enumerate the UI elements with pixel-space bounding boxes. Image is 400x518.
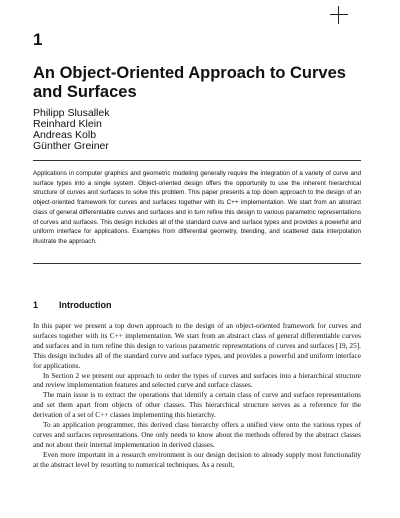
author-name: Günther Greiner [33, 140, 109, 152]
author-name: Andreas Kolb [33, 129, 97, 141]
section-heading [33, 300, 112, 310]
section-number: 1 [33, 300, 39, 310]
section-title: Introduction [59, 300, 112, 310]
paragraph: The main issue is to extract the operations that identify a certain class of curve and surface representations and set them apart from objects of other classes. This hierarchical structure serves as a reference for the derivation of a set of C++ classes implementing this hierarchy. [33, 390, 361, 420]
body-text [33, 321, 361, 470]
author-list [33, 108, 109, 152]
chapter-number: 1 [33, 30, 43, 49]
author-name: Reinhard Klein [33, 118, 102, 130]
author-name: Philipp Slusallek [33, 107, 110, 119]
chapter-title: An Object-Oriented Approach to Curves and Surfaces [33, 64, 346, 101]
paragraph: In this paper we present a top down approach to the design of an object-oriented framework for curves and surfaces together with its C++ implementation. We start from an abstract class of general differentiable curves and surfaces and in turn refine this design to various parametric representations of curves and surfaces [19, 25]. This design includes all of the standard curve and surface types, and provides a powerful and uniform interface for applications. [33, 321, 361, 370]
abstract-text: Applications in computer graphics and geometric modeling generally require the integration of a variety of curve and surface types into a single system. Object-oriented design offers the opportunity to use the inherent hierarchical structure of curves and surfaces to solve this problem. This paper presents a top down approach to the design of an object-oriented framework for curves and surfaces together with its C++ implementation. We start from an abstract class of general differentiable curves and surfaces and in turn refine this design to various parametric representations of curves and surfaces. This design includes all of the standard curve and surface types and provides a powerful and uniform interface for applications. Examples from differential geometry, blending, and scattered data interpolation illustrate the approach. [33, 170, 361, 245]
paragraph: To an application programmer, this derived class hierarchy offers a unified view onto the various types of curves and surfaces representations. One only needs to know about the methods offered by the abstract classes and not about their internal implementation in derived classes. [33, 420, 361, 449]
crop-mark-icon [330, 6, 348, 24]
paragraph: In Section 2 we present our approach to order the types of curves and surfaces into a hierarchical structure and review implementation features and selected curve and surface classes. [33, 370, 361, 390]
abstract-box [33, 160, 361, 264]
paragraph: Even more important in a research environment is our design decision to already supply most functionality at the abstract level by resorting to numerical techniques. As a result, [33, 449, 361, 469]
